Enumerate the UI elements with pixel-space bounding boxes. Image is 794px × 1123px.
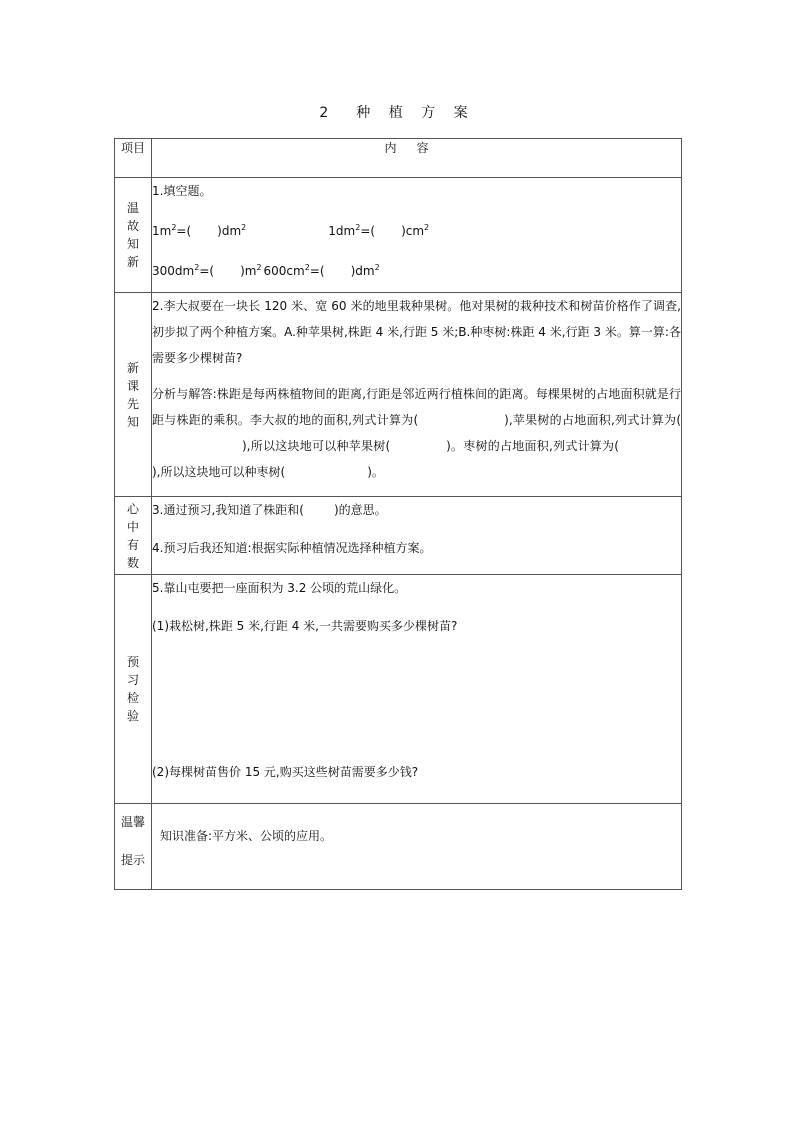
check-content: [152, 575, 682, 804]
mind-q4: 4.预习后我还知道:根据实际种植情况选择种植方案。: [152, 541, 432, 555]
preview-analysis: 分析与解答:株距是每两株植物间的距离,行距是邻近两行植株间的距离。每棵果树的占地面积就是行距与株距的乘积。李大叔的地的面积,列式计算为( ),苹果树的占地面积,列式计算为(),所以这块地可以种苹果树( )。枣树的占地面积,列式计算为(),所以这块地可以种枣树( )。: [152, 387, 682, 479]
formula-2: $1dm^2=$( )$cm^2$: [328, 223, 430, 238]
preview-problem: 2.李大叔要在一块长 120 米、宽 60 米的地里栽种果树。他对果树的栽种技术和树苗价格作了调查,初步拟了两个种植方案。A.种苹果树,株距 4 米,行距 5 米;B.种枣树:株距 4 米,行距 3 米。算一算:各需要多少棵树苗?: [152, 299, 681, 365]
worksheet-table: [114, 138, 682, 890]
mind-row: [115, 497, 682, 575]
check-label-cell: [115, 575, 152, 804]
formula-1: $1m^2=$( )$dm^2$: [152, 223, 247, 238]
preview-label: 新课先知: [126, 360, 139, 429]
check-q5-2: (2)每棵树苗售价 15 元,购买这些树苗需要多少钱?: [152, 765, 419, 779]
mind-label: 心中有数: [126, 501, 139, 570]
review-row: [115, 178, 682, 293]
preview-row: [115, 293, 682, 497]
check-q5: 5.靠山屯要把一座面积为 3.2 公顷的荒山绿化。: [152, 581, 407, 595]
tip-label-2: 提示: [120, 853, 145, 867]
tip-row: [115, 804, 682, 890]
preview-label-cell: [115, 293, 152, 497]
page-title: 2 种 植 方 案: [319, 105, 475, 121]
review-formula-line-1: [152, 218, 681, 244]
check-q5-1: (1)栽松树,株距 5 米,行距 4 米,一共需要购买多少棵树苗?: [152, 619, 458, 633]
answer-space[interactable]: [152, 639, 681, 759]
header-content: 内容: [152, 139, 682, 178]
tip-label-1: 温馨: [120, 815, 145, 829]
review-formula-line-2: [152, 258, 681, 284]
review-content: [152, 178, 682, 293]
mind-q3: 3.通过预习,我知道了株距和( )的意思。: [152, 503, 387, 517]
formula-4: $600cm^2=$( )$dm^2$: [263, 263, 380, 278]
tip-label-cell: [115, 804, 152, 890]
mind-content: [152, 497, 682, 575]
review-label-cell: [115, 178, 152, 293]
check-label: 预习检验: [126, 655, 139, 723]
tip-content: [152, 804, 682, 890]
preview-content: [152, 293, 682, 497]
mind-label-cell: [115, 497, 152, 575]
review-label: 温故知新: [126, 201, 139, 269]
tip-text: 知识准备:平方米、公顷的应用。: [160, 829, 333, 843]
check-row: [115, 575, 682, 804]
header-row: [115, 139, 682, 178]
header-item: 项目: [115, 139, 152, 178]
review-heading: 1.填空题。: [152, 184, 212, 198]
formula-3: $300dm^2=$( )$m^2$: [152, 263, 262, 278]
